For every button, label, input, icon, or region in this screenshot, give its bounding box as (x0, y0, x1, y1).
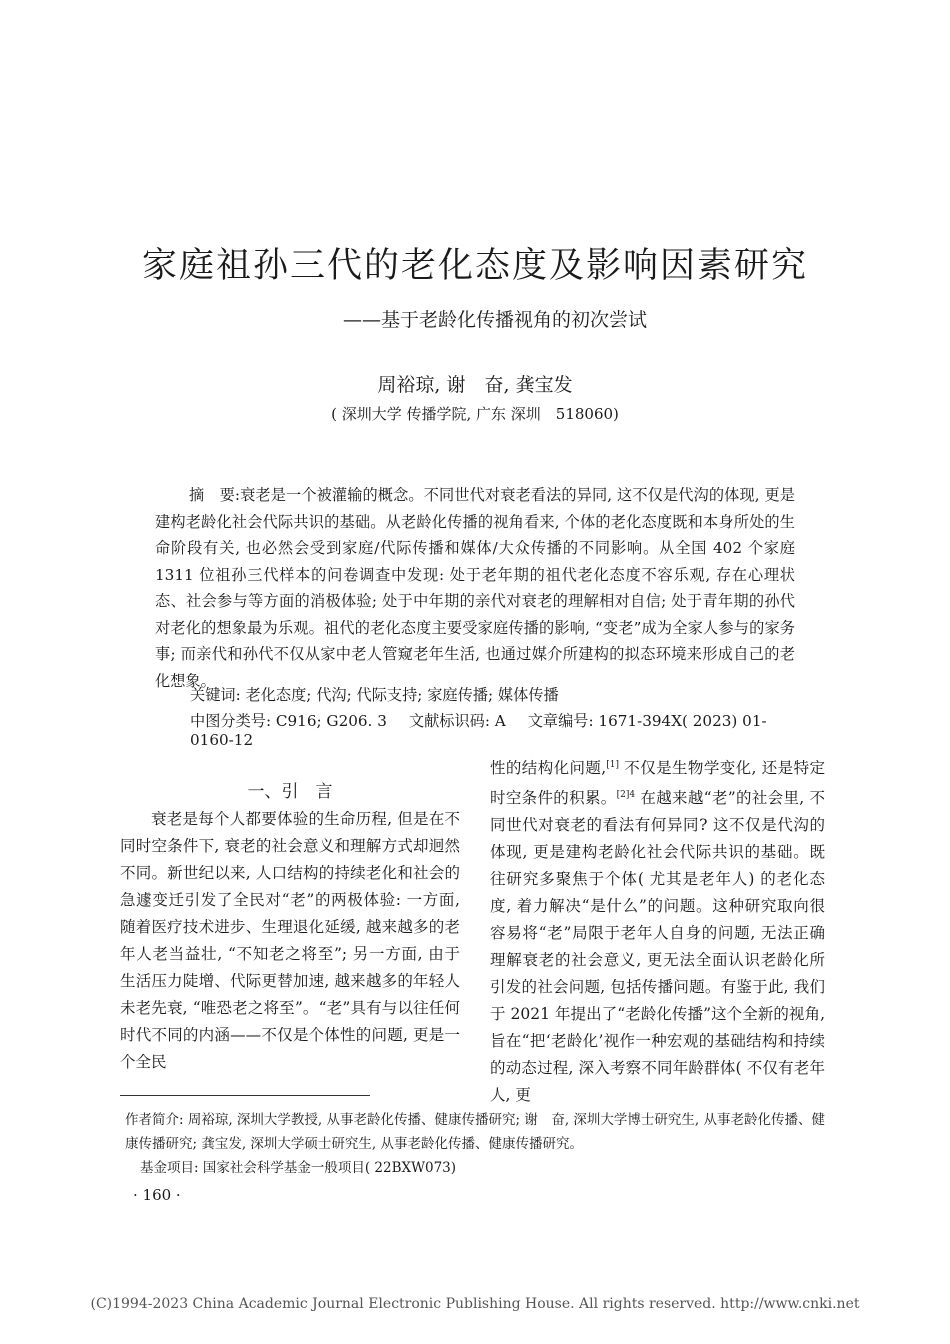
keywords: 关键词: 老化态度; 代沟; 代际支持; 家庭传播; 媒体传播 (190, 686, 559, 704)
author-footnote: 作者简介: 周裕琼, 深圳大学教授, 从事老龄化传播、健康传播研究; 谢 奋, 深圳大学博士研究生, 从事老龄化传播、健康传播研究; 龚宝发, 深圳大学硕士研究生, 从事老龄化传播、健康传播研究。 (125, 1112, 826, 1152)
authors: 周裕琼, 谢 奋, 龚宝发 (377, 374, 573, 396)
article-number: 文章编号: 1671-394X( 2023) 01-0160-12 (190, 712, 767, 749)
doc-code: 文献标识码: A (408, 712, 506, 730)
left-column-text: 衰老是每个人都要体验的生命历程, 但是在不同时空条件下, 衰老的社会意义和理解方式却迥然不同。新世纪以来, 人口结构的持续老化和社会的急遽变迁引发了全民对“老”的两极体验: 一方面, 随着医疗技术进步、生理退化延缓, 越来越多的老年人老当益壮, “不知老之将至”; 另一方面, 由于生活压力陡增、代际更替加速, 越来越多的年轻人未老先衰, “唯恐老之将至”。“老”具有与以往任何时代不同的内涵——不仅是个体性的问题, 更是一个全民 (120, 810, 460, 1071)
clc-number: 中图分类号: C916; G206. 3 (190, 712, 387, 730)
right-column-text (490, 752, 825, 1109)
footnote-divider (120, 1095, 370, 1096)
citation-1: [1] (606, 760, 619, 770)
affiliation: ( 深圳大学 传播学院, 广东 深圳 518060) (331, 405, 619, 423)
fund-footnote: 基金项目: 国家社会科学基金一般项目( 22BXW073) (140, 1160, 457, 1176)
abstract-text: 衰老是一个被灌输的概念。不同世代对衰老看法的异同, 这不仅是代沟的体现, 更是建构老龄化社会代际共识的基础。从老龄化传播的视角看来, 个体的老化态度既和本身所处的生命阶段有关, 也必然会受到家庭/代际传播和媒体/大众传播的不同影响。从全国 402 个家庭 1311 位祖孙三代样本的问卷调查中发现: 处于老年期的祖代老化态度不容乐观, 存在心理状态、社会参与等方面的消极体验; 处于中年期的亲代对衰老的理解相对自信; 处于青年期的孙代对老化的想象最为乐观。祖代的老化态度主要受家庭传播的影响, “变老”成为全家人参与的家务事; 而亲代和孙代不仅从家中老人管窥老年生活, 也通过媒介所建构的拟态环境来形成自己的老化想象。 (155, 486, 795, 690)
citation-2: [2]4 (616, 790, 636, 801)
abstract (155, 482, 795, 694)
page-number: · 160 · (133, 1186, 181, 1204)
copyright-line: (C)1994-2023 China Academic Journal Electronic Publishing House. All rights reserved. http://www.cnki.net (90, 1296, 860, 1312)
right-text-part2: 不仅是生物学变化, 还是特定时空条件的积累。 (490, 759, 825, 808)
paper-subtitle: ——基于老龄化传播视角的初次尝试 (342, 309, 647, 331)
abstract-label: 摘 要: (189, 486, 241, 504)
classification (190, 710, 810, 749)
right-text-part1: 性的结构化问题, (490, 759, 607, 778)
right-text-part3: 在越来越“老”的社会里, 不同世代对衰老的看法有何异同? 这不仅是代沟的体现, 更是建构老龄化社会代际共识的基础。既往研究多聚焦于个体( 尤其是老年人) 的老化态度, 着力解决“是什么”的问题。这种研究取向很容易将“老”局限于老年人自身的问题, 无法正确理解衰老的社会意义, 更无法全面认识老龄化所引发的社会问题, 包括传播问题。有鉴于此, 我们于 2021 年提出了“老龄化传播”这个全新的视角, 旨在“把‘老龄化’视作一种宏观的基础结构和持续的动态过程, 深入考察不同年龄群体( 不仅有老年人, 更 (490, 789, 825, 1105)
paper-title: 家庭祖孙三代的老化态度及影响因素研究 (141, 246, 808, 286)
section-heading: 一、引 言 (247, 782, 333, 802)
